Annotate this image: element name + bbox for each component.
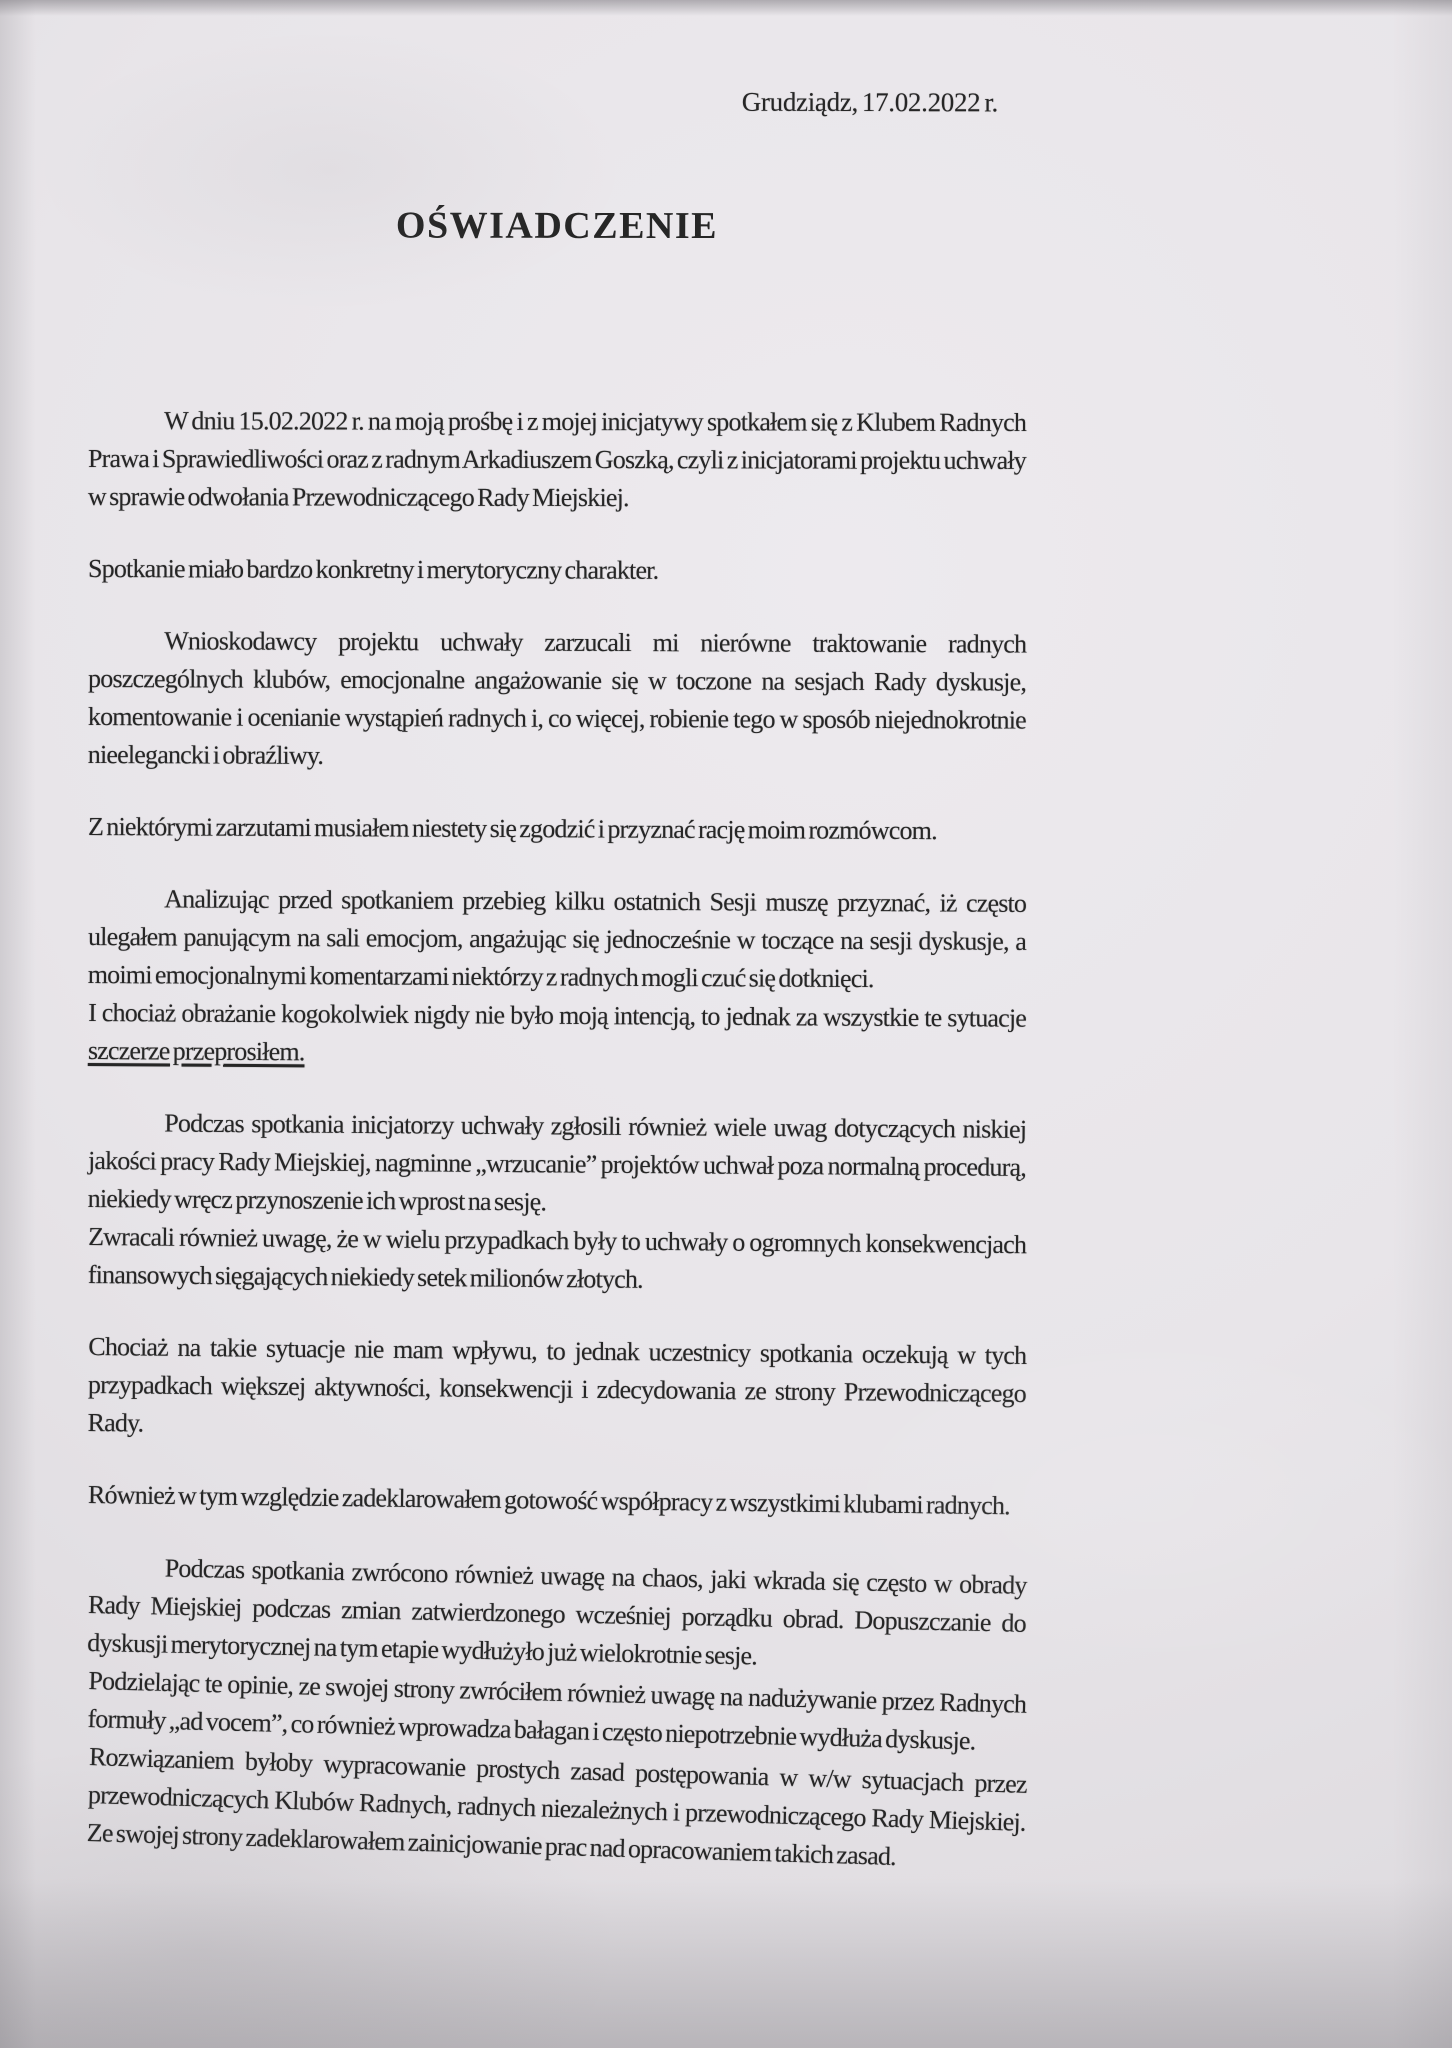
- underlined-phrase: szczerze przeprosiłem.: [87, 1035, 305, 1067]
- paragraph: Rozwiązaniem byłoby wypracowanie prostych zasad postępowania w w/w sytuacjach przez przewodniczących Klubów Radnych, radnych niezależnych i przewodniczącego Rady Miejskiej. Ze swojej strony zadeklarowałem zainicjowanie prac nad opracowaniem takich zasad.: [86, 1742, 1028, 1871]
- paragraph: Analizując przed spotkaniem przebieg kilku ostatnich Sesji muszę przyznać, iż często ulegałem panującym na sali emocjom, angażując się jednocześnie w toczące na sesji dyskusje, a moimi emocjonalnymi komentarzami niektórzy z radnych mogli czuć się dotknięci.: [87, 884, 1027, 994]
- paragraph: Spotkanie miało bardzo konkretny i merytoryczny charakter.: [87, 554, 659, 585]
- paragraph-text: I chociaż obrażanie kogokolwiek nigdy nie było moją intencją, to jednak za wszystkie te sytuacje: [88, 998, 1027, 1033]
- paragraph: W dniu 15.02.2022 r. na moją prośbę i z mojej inicjatywy spotkałem się z Klubem Radnych Prawa i Sprawiedliwości oraz z radnym Arkadiuszem Goszką, czyli z inicjatorami projektu uchwały w sprawie odwołania Przewodniczącego Rady Miejskiej.: [87, 406, 1027, 513]
- paragraph: Z niektórymi zarzutami musiałem niestety się zgodzić i przyznać rację moim rozmówcom.: [87, 812, 937, 846]
- paragraph: Podczas spotkania inicjatorzy uchwały zgłosili również wiele uwag dotyczących niskiej jakości pracy Rady Miejskiej, nagminne „wrzucanie” projektów uchwał poza normalną procedurą, niekiedy wręcz przynoszenie ich wprost na sesję.: [87, 1108, 1027, 1217]
- dateline: Grudziądz, 17.02.2022 r.: [741, 86, 999, 118]
- document-title: OŚWIADCZENIE: [395, 204, 719, 248]
- document-page: [86, 0, 1028, 1871]
- paragraph: Również w tym względzie zadeklarowałem gotowość współpracy z wszystkimi klubami radnych.: [87, 1480, 1011, 1521]
- paragraph: Podzielając te opinie, ze swojej strony zwróciłem również uwagę na nadużywanie przez Radnych formuły „ad vocem”, co również wprowadza bałagan i często niepotrzebnie wydłuża dyskusje.: [87, 1666, 1027, 1756]
- paragraph: Zwracali również uwagę, że w wielu przypadkach były to uchwały o ogromnych konsekwencjach finansowych sięgających niekiedy setek milionów złotych.: [87, 1222, 1027, 1294]
- paragraph: Podczas spotkania zwrócono również uwagę na chaos, jaki wkrada się często w obrady Rady Miejskiej podczas zmian zatwierdzonego wcześniej porządku obrad. Dopuszczanie do dyskusji merytorycznej na tym etapie wydłużyło już wielokrotnie sesje.: [86, 1553, 1027, 1671]
- paragraph: Wnioskodawcy projektu uchwały zarzucali mi nierówne traktowanie radnych poszczególnych klubów, emocjonalne angażowanie się w toczone na sesjach Rady dyskusje, komentowanie i ocenianie wystąpień radnych i, co więcej, robienie tego w sposób niejednokrotnie nieelegancki i obraźliwy.: [87, 626, 1027, 770]
- paragraph: [88, 994, 1026, 1076]
- paragraph: Chociaż na takie sytuacje nie mam wpływu, to jednak uczestnicy spotkania oczekują w tych przypadkach większej aktywności, konsekwencji i zdecydowania ze strony Przewodniczącego Rady.: [87, 1332, 1027, 1438]
